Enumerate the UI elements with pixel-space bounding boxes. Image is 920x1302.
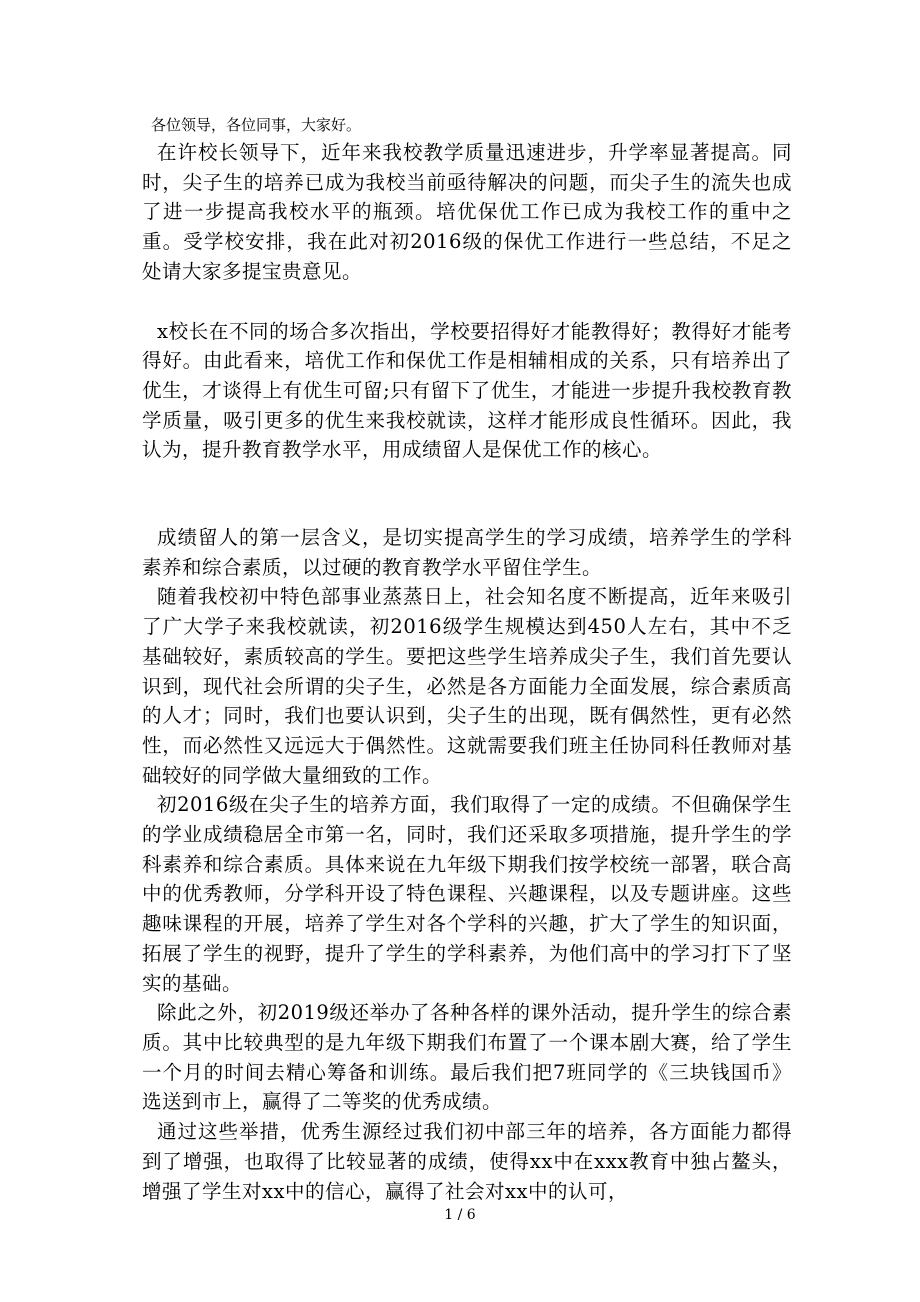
paragraph-first-meaning: 成绩留人的第一层含义，是切实提高学生的学习成绩，培养学生的学科素养和综合素质，以过硬的教育教学水平留住学生。 (142, 526, 792, 579)
paragraph-school-growth: 随着我校初中特色部事业蒸蒸日上，社会知名度不断提高，近年来吸引了广大学子来我校就读，初2016级学生规模达到450人左右，其中不乏基础较好，素质较高的学生。要把这些学生培养成尖子生，我们首先要认识到，现代社会所谓的尖子生，必然是各方面能力全面发展，综合素质高的人才；同时，我们也要认识到，尖子生的出现，既有偶然性，更有必然性，而必然性又远远大于偶然性。这就需要我们班主任协同科任教师对基础较好的同学做大量细致的工作。 (142, 585, 792, 787)
paragraph-achievements: 初2016级在尖子生的培养方面，我们取得了一定的成绩。不但确保学生的学业成绩稳居全市第一名，同时，我们还采取多项措施，提升学生的学科素养和综合素质。具体来说在九年级下期我们按学校统一部署，联合高中的优秀教师，分学科开设了特色课程、兴趣课程，以及专题讲座。这些趣味课程的开展，培养了学生对各个学科的兴趣，扩大了学生的知识面，拓展了学生的视野，提升了学生的学科素养，为他们高中的学习打下了坚实的基础。 (142, 793, 792, 995)
page-number: 1 / 6 (444, 1207, 476, 1223)
paragraph-principal-remarks: x校长在不同的场合多次指出，学校要招得好才能教得好；教得好才能考得好。由此看来，培优工作和保优工作是相辅相成的关系，只有培养出了优生，才谈得上有优生可留;只有留下了优生，才能进一步提升我校教育教学质量，吸引更多的优生来我校就读，这样才能形成良性循环。因此，我认为，提升教育教学水平，用成绩留人是保优工作的核心。 (142, 319, 792, 462)
greeting-line: 各位领导，各位同事，大家好。 (151, 116, 362, 134)
paragraph-intro: 在许校长领导下，近年来我校教学质量迅速进步，升学率显著提高。同时，尖子生的培养已成为我校当前亟待解决的问题，而尖子生的流失也成了进一步提高我校水平的瓶颈。培优保优工作已成为我校工作的重中之重。受学校安排，我在此对初2016级的保优工作进行一些总结，不足之处请大家多提宝贵意见。 (142, 141, 792, 283)
paragraph-activities: 除此之外，初2019级还举办了各种各样的课外活动，提升学生的综合素质。其中比较典型的是九年级下期我们布置了一个课本剧大赛，给了学生一个月的时间去精心筹备和训练。最后我们把7班同学的《三块钱国币》选送到市上，赢得了二等奖的优秀成绩。 (142, 1001, 792, 1114)
paragraph-results: 通过这些举措，优秀生源经过我们初中部三年的培养，各方面能力都得到了增强，也取得了比较显著的成绩，使得xx中在xxx教育中独占鳌头，增强了学生对xx中的信心，赢得了社会对xx中的认可， (142, 1120, 792, 1203)
paragraph-spacer (142, 465, 792, 523)
paragraph-spacer (142, 287, 792, 317)
document-body (142, 112, 792, 1206)
